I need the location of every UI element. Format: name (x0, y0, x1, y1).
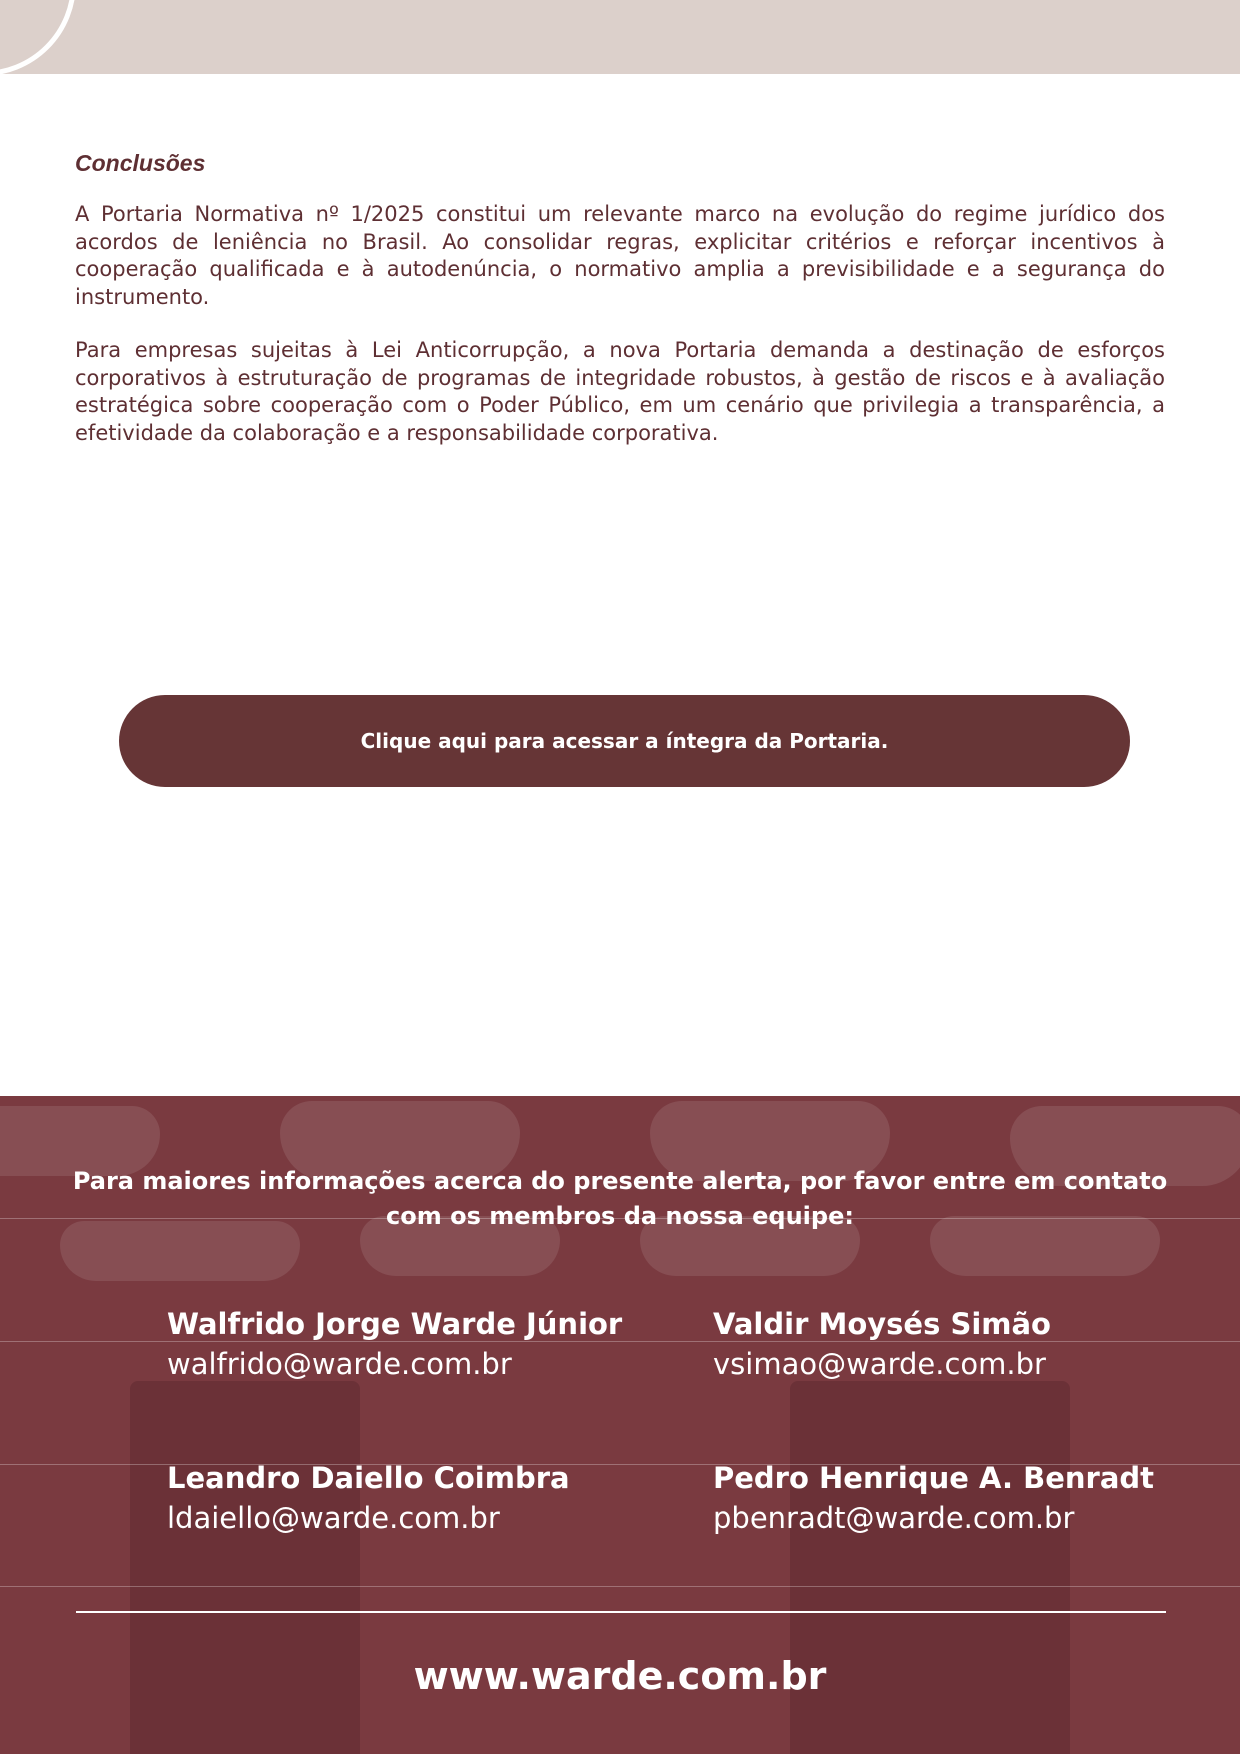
contact-email[interactable]: walfrido@warde.com.br (167, 1347, 512, 1381)
contact-footer (0, 1096, 1240, 1754)
contact-name: Leandro Daiello Coimbra (167, 1461, 570, 1495)
bg-decoration (790, 1381, 1070, 1754)
contact-card (713, 1458, 1173, 1538)
contact-card (167, 1458, 627, 1538)
bg-line (0, 1586, 1240, 1587)
bg-decoration (130, 1381, 360, 1754)
contact-intro: Para maiores informações acerca do presente alerta, por favor entre em contato com os membros da nossa equipe: (72, 1167, 1168, 1230)
decorative-arc (0, 0, 76, 74)
website-link[interactable]: www.warde.com.br (413, 1654, 827, 1698)
main-content (75, 150, 1165, 473)
contact-card (167, 1304, 627, 1384)
paragraph-1: A Portaria Normativa nº 1/2025 constitui um relevante marco na evolução do regime jurídico dos acordos de leniência no Brasil. Ao consolidar regras, explicitar critérios e reforçar incentivos à cooperação qualificada e à autodenúncia, o normativo amplia a previsibilidade e a segurança do instrumento. (75, 202, 1165, 309)
footer-divider (76, 1611, 1166, 1613)
contact-email[interactable]: vsimao@warde.com.br (713, 1347, 1046, 1381)
contact-name: Walfrido Jorge Warde Júnior (167, 1307, 623, 1341)
section-title: Conclusões (75, 150, 206, 176)
contact-name: Valdir Moysés Simão (713, 1307, 1051, 1341)
contact-email[interactable]: pbenradt@warde.com.br (713, 1501, 1075, 1535)
paragraph-2: Para empresas sujeitas à Lei Anticorrupção, a nova Portaria demanda a destinação de esforços corporativos à estruturação de programas de integridade robustos, à gestão de riscos e à avaliação estratégica sobre cooperação com o Poder Público, em um cenário que privilegia a transparência, a efetividade da colaboração e a responsabilidade corporativa. (75, 338, 1165, 445)
contact-email[interactable]: ldaiello@warde.com.br (167, 1501, 500, 1535)
contact-name: Pedro Henrique A. Benradt (713, 1461, 1155, 1495)
contact-card (713, 1304, 1173, 1384)
top-header-band (0, 0, 1240, 74)
access-portaria-button[interactable]: Clique aqui para acessar a íntegra da Portaria. (119, 695, 1130, 787)
